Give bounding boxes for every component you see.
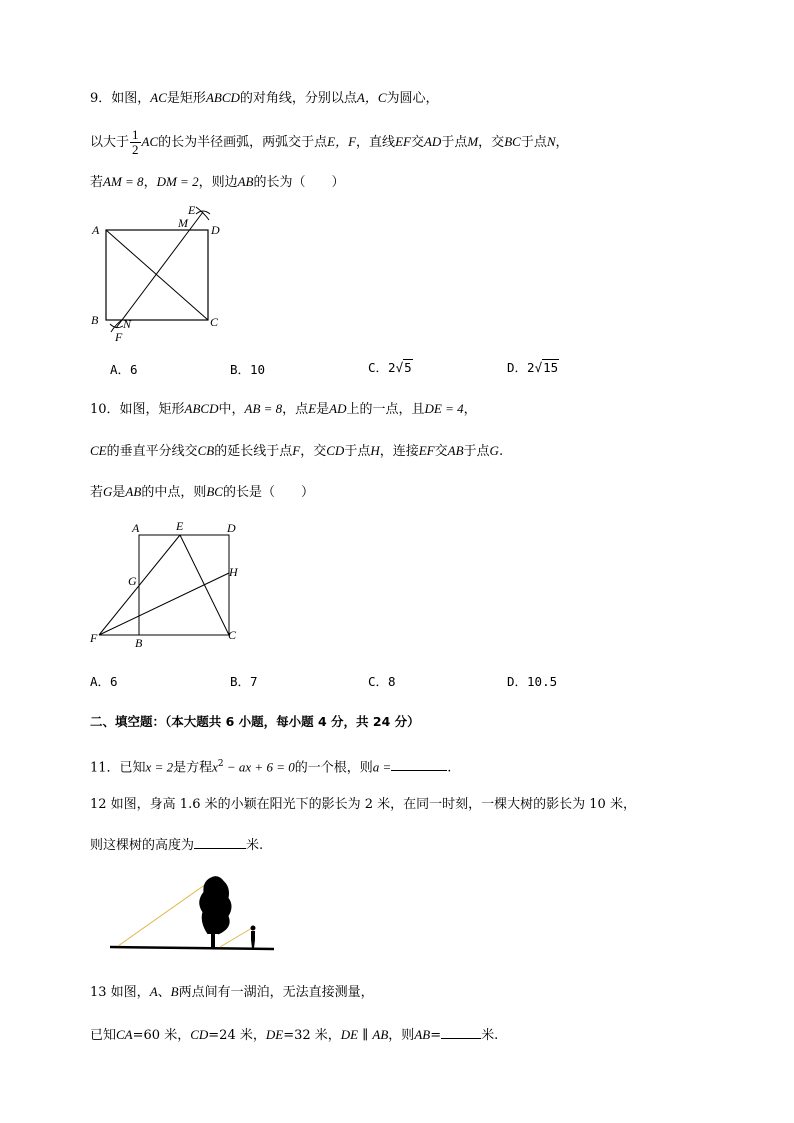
answer-blank[interactable] (391, 758, 447, 771)
q9-option-a[interactable]: A．6 (110, 362, 138, 377)
tree-icon (200, 877, 231, 947)
section-heading: 二、填空题：（本大题共 6 小题，每小题 4 分，共 24 分） (90, 714, 420, 729)
q11-text: 的一个根，则 (294, 760, 373, 776)
q9-text: ，交 (478, 135, 505, 150)
sqrt-icon: √15 (534, 360, 559, 375)
q10-text: ，点 (282, 402, 309, 417)
math-e: E (308, 401, 317, 416)
math-ac: AC (141, 134, 159, 149)
q9-line-1 (90, 88, 439, 109)
q11-line (90, 754, 451, 778)
math-ad: AD (423, 134, 442, 149)
q10-option-a[interactable]: A．6 (90, 674, 118, 689)
q10-figure (86, 515, 246, 650)
q13-text: = (430, 1028, 442, 1043)
q10-text: 是 (316, 402, 330, 417)
q13-text: 两点间有一湖泊，无法直接测量， (178, 985, 374, 1000)
label-f: F (90, 631, 98, 645)
q10-text: 于点 (463, 444, 490, 459)
fraction-half (130, 128, 141, 157)
math-ab: AB (414, 1027, 431, 1042)
q12-line-1: 12 如图，身高 1.6 米的小颖在阳光下的影长为 2 米，在同一时刻，一棵大树的影长为 10 米， (90, 797, 636, 812)
q10-line-2 (90, 441, 503, 462)
label-g: G (128, 574, 137, 588)
answer-blank[interactable] (441, 1026, 481, 1039)
fraction-denominator: 2 (132, 142, 139, 157)
q10-text: 的中点，则 (141, 485, 207, 500)
math-ab: AB (237, 174, 254, 189)
q9-line-2 (90, 128, 569, 157)
q9-option-d[interactable] (507, 358, 559, 376)
q9-text: ， (555, 135, 569, 150)
q9-option-c[interactable] (368, 358, 413, 376)
math-am: AM = 8 (103, 174, 144, 189)
q13-line-2 (90, 1025, 498, 1046)
line-fh (99, 573, 229, 635)
q10-text: 交 (434, 444, 448, 459)
math-ab: AB (125, 484, 142, 499)
label-a: A (132, 521, 140, 535)
q9-number: 9． (90, 91, 112, 106)
math-e-f: E，F (327, 134, 357, 149)
q10-text: 的长是（ ） (222, 485, 314, 500)
q10-text: 中， (218, 402, 245, 417)
q10-text: ，连接 (379, 444, 419, 459)
q10-line-3 (90, 482, 314, 503)
q13-text: 、 (157, 985, 171, 1000)
math-ab: AB (447, 443, 464, 458)
option-prefix: D．2 (507, 360, 535, 375)
label-c: C (228, 628, 237, 642)
math-ab-eq: AB = 8 (244, 401, 283, 416)
math-ad: AD (329, 401, 347, 416)
q13-line-1 (90, 982, 374, 1003)
label-d: D (211, 223, 220, 237)
q9-option-b[interactable]: B．10 (230, 362, 266, 377)
q10-text: . (498, 444, 504, 459)
label-f: F (115, 330, 123, 344)
answer-blank[interactable] (194, 836, 246, 849)
radicand: 5 (404, 360, 412, 375)
q13-text: 13 如图， (90, 985, 150, 1000)
math-cd: CD (190, 1027, 209, 1042)
q9-text: 的长为半径画弧，两弧交于点 (158, 135, 328, 150)
math-cb: CB (197, 443, 215, 458)
parallel-symbol: ∥ (358, 1028, 373, 1043)
math-ac: AC (150, 90, 167, 105)
q9-text: 若 (90, 175, 104, 190)
label-h: H (229, 565, 238, 579)
label-n: N (123, 317, 132, 331)
q13-text: 米. (481, 1028, 499, 1043)
label-d: D (227, 521, 236, 535)
label-b: B (135, 636, 143, 650)
option-prefix: C．2 (368, 360, 396, 375)
tree-trunk (211, 927, 215, 947)
q9-text: 的对角线，分别以点 (239, 91, 357, 106)
person-icon (251, 931, 255, 948)
q12-text: 米. (246, 838, 264, 853)
q13-text: 已知 (90, 1028, 117, 1043)
sun-ray-tree (118, 877, 216, 946)
math-g: G (489, 443, 499, 458)
math-m: M (467, 134, 479, 149)
math-a-c: A，C (356, 90, 387, 105)
math-de: DE (340, 1027, 359, 1042)
math-cd: CD (326, 443, 345, 458)
math-de: DE (265, 1027, 284, 1042)
math-ef: EF (418, 443, 435, 458)
q10-text: 上的一点，且 (346, 402, 425, 417)
q10-option-c[interactable]: C．8 (368, 674, 396, 689)
math-ce: CE (90, 443, 107, 458)
ground-line (110, 947, 274, 949)
q9-text: ，直线 (356, 135, 396, 150)
label-m: M (178, 216, 188, 230)
q9-text: ，则边 (198, 175, 238, 190)
q9-text: 以大于 (90, 135, 130, 150)
sun-ray-person (220, 928, 252, 947)
q11-text: . (447, 760, 452, 776)
q10-text: 10．如图，矩形 (90, 402, 185, 417)
label-e: E (188, 203, 196, 217)
q9-text: ， (143, 175, 157, 190)
math-dm: DM = 2 (156, 174, 199, 189)
q10-option-d[interactable]: D．10.5 (507, 674, 558, 689)
line-ef (116, 212, 203, 328)
label-e: E (176, 519, 184, 533)
math-n: N (546, 134, 556, 149)
math-abcd: ABCD (184, 401, 219, 416)
q10-text: 的垂直平分线交 (106, 444, 198, 459)
q10-text: 是 (112, 485, 126, 500)
q12-figure (108, 872, 278, 957)
math-a-eq: a = (372, 759, 392, 775)
q9-text: 于点 (441, 135, 468, 150)
math-g: G (103, 484, 113, 499)
q11-text: 11．已知 (90, 760, 146, 776)
math-abcd: ABCD (205, 90, 240, 105)
math-b: B (170, 984, 179, 999)
math-bc: BC (504, 134, 521, 149)
rectangle-abcd (139, 535, 229, 635)
math-f: F (292, 443, 301, 458)
q13-text: =60 米， (132, 1028, 191, 1043)
q10-line-1 (90, 399, 477, 420)
math-exponent: 2 (217, 759, 224, 769)
math-equation: − ax + 6 = 0 (223, 759, 295, 775)
math-ef: EF (395, 134, 411, 149)
q9-text: 是矩形 (166, 91, 206, 106)
q9-text: 交 (410, 135, 424, 150)
q9-text: 的长为（ ） (253, 175, 345, 190)
q10-text: ，交 (300, 444, 327, 459)
q13-text: =32 米， (283, 1028, 341, 1043)
label-b: B (91, 313, 99, 327)
q13-text: =24 米， (208, 1028, 266, 1043)
fraction-numerator: 1 (132, 127, 139, 142)
radicand: 15 (543, 360, 559, 375)
q11-text: 是方程 (173, 760, 213, 776)
label-c: C (210, 315, 219, 329)
q10-text: ， (463, 402, 477, 417)
math-de-eq: DE = 4 (424, 401, 464, 416)
q12-text: 则这棵树的高度为 (90, 838, 195, 853)
q12-line-2 (90, 836, 263, 856)
sqrt-icon: √5 (395, 360, 412, 375)
math-ab: AB (372, 1027, 389, 1042)
q10-text: 于点 (344, 444, 371, 459)
math-h: H (370, 443, 380, 458)
label-a: A (92, 223, 100, 237)
q10-text: 的延长线于点 (214, 444, 293, 459)
q10-option-b[interactable]: B．7 (230, 674, 258, 689)
q9-line-3 (90, 172, 345, 193)
q10-text: 若 (90, 485, 104, 500)
q9-figure (86, 200, 236, 345)
q9-text: 如图， (111, 91, 151, 106)
q13-text: ，则 (388, 1028, 415, 1043)
math-x-eq: x = 2 (145, 759, 174, 775)
math-x: x (212, 759, 218, 775)
diagonal-ac (106, 230, 208, 320)
math-a: A (149, 984, 158, 999)
math-ca: CA (116, 1027, 133, 1042)
person-head (251, 926, 256, 931)
math-bc: BC (206, 484, 223, 499)
q9-text: 为圆心， (386, 91, 439, 106)
q9-text: 于点 (520, 135, 547, 150)
